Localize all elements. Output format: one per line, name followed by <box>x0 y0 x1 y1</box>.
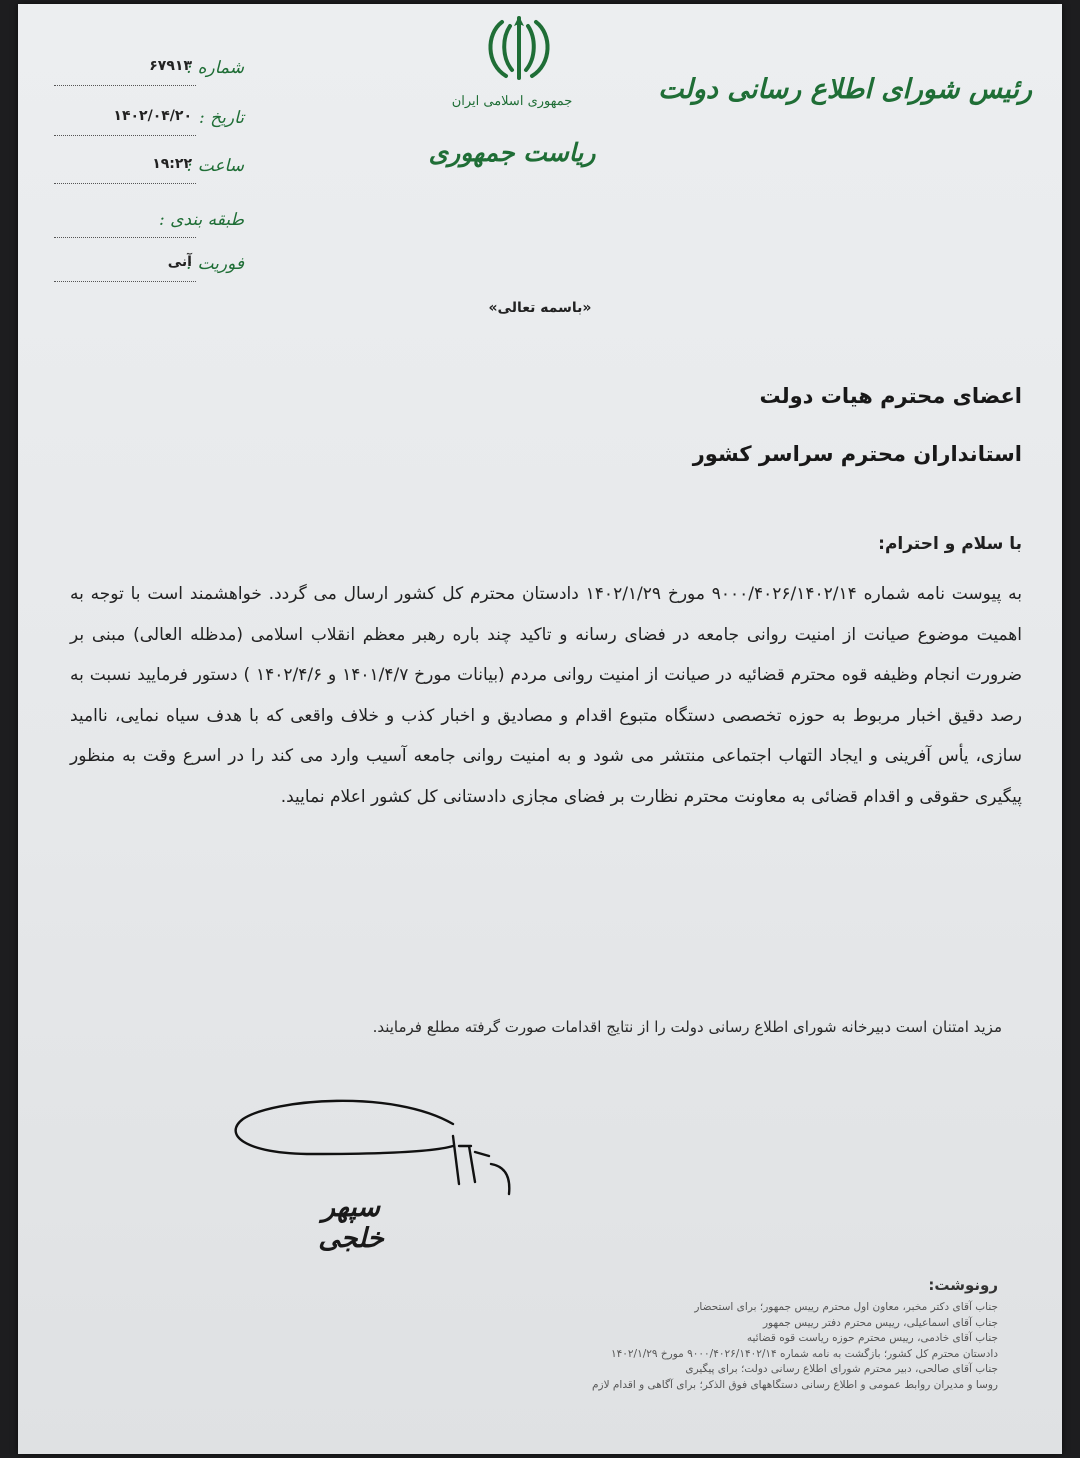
date-value: ۱۴۰۲/۰۴/۲۰ <box>113 108 192 124</box>
date-line <box>54 135 196 136</box>
meta-classification <box>54 210 244 240</box>
time-label: ساعت : <box>186 156 244 176</box>
gov-subtitle: جمهوری اسلامی ایران <box>451 94 573 109</box>
classification-line <box>54 237 196 238</box>
date-label: تاریخ : <box>199 108 244 128</box>
council-title: رئیس شورای اطلاع رسانی دولت <box>658 74 1032 105</box>
cc-item: دادستان محترم کل کشور؛ بازگشت به نامه شماره ۹۰۰۰/۴۰۲۶/۱۴۰۲/۱۴ مورخ ۱۴۰۲/۱/۲۹ <box>610 1347 998 1360</box>
priority-value: آنی <box>167 254 192 270</box>
meta-priority <box>54 254 244 284</box>
number-value: ۶۷۹۱۳ <box>149 58 192 74</box>
presidency-title: ریاست جمهوری <box>428 138 596 167</box>
bismillah: «باسمه تعالی» <box>488 300 592 316</box>
cc-item: جناب آقای اسماعیلی، رییس محترم دفتر رییس جمهور <box>762 1316 998 1329</box>
number-label: شماره : <box>186 58 244 78</box>
letter-body: به پیوست نامه شماره ۹۰۰۰/۴۰۲۶/۱۴۰۲/۱۴ مورخ ۱۴۰۲/۱/۲۹ دادستان محترم کل کشور ارسال می گردد. خواهشمند است با توجه به اهمیت موضوع صیانت از امنیت روانی جامعه در فضای رسانه و تاکید چند باره رهبر معظم انقلاب اسلامی (مدظله العالی) مبنی بر ضرورت انجام وظیفه قوه محترم قضائیه در صیانت از امنیت روانی مردم (بیانات مورخ ۱۴۰۱/۴/۷ و ۱۴۰۲/۴/۶ ) دستور فرمایید نسبت به رصد دقیق اخبار مربوط به حوزه تخصصی دستگاه متبوع اقدام و مصادیق و اخبار کذب و خلاف واقعی که با هدف سیاه نمایی، ناامید سازی، یأس آفرینی و ایجاد التهاب اجتماعی منتشر می شود و به امنیت روانی جامعه آسیب وارد می کند را در اسرع وقت به منظور پیگیری حقوقی و اقدام قضائی به معاونت محترم نظارت بر فضای مجازی دادستانی کل کشور اعلام نمایید. <box>70 584 1022 807</box>
time-line <box>54 183 196 184</box>
priority-line <box>54 281 196 282</box>
closing-line: مزید امتنان است دبیرخانه شورای اطلاع رسانی دولت را از نتایج اقدامات صورت گرفته مطلع فرمایند. <box>372 1018 1002 1036</box>
priority-label: فوریت : <box>186 254 244 274</box>
letter-page <box>18 4 1062 1454</box>
cc-item: جناب آقای صالحی، دبیر محترم شورای اطلاع رسانی دولت؛ برای پیگیری <box>685 1363 998 1376</box>
signer-name: سپهر خلجی <box>318 1192 384 1254</box>
meta-number <box>54 58 244 88</box>
cc-item: جناب آقای خادمی، رییس محترم حوزه ریاست قوه قضائیه <box>746 1332 998 1345</box>
number-line <box>54 85 196 86</box>
classification-label: طبقه بندی : <box>159 210 244 230</box>
cc-item: جناب آقای دکتر مخبر، معاون اول محترم رییس جمهور؛ برای استحضار <box>694 1301 998 1313</box>
cc-title: رونوشت: <box>928 1276 998 1294</box>
meta-date <box>54 108 244 138</box>
cc-list <box>358 1300 998 1394</box>
recipient-cabinet: اعضای محترم هیات دولت <box>759 384 1022 408</box>
cc-item: روسا و مدیران روابط عمومی و اطلاع رسانی دستگاههای فوق الذکر؛ برای آگاهی و اقدام لازم <box>592 1378 998 1391</box>
time-value: ۱۹:۲۲ <box>152 156 192 172</box>
emblem-graphic <box>480 12 558 88</box>
iran-emblem-icon <box>480 12 558 88</box>
greeting: با سلام و احترام: <box>878 534 1022 554</box>
recipient-governors: استانداران محترم سراسر کشور <box>692 442 1022 466</box>
meta-time <box>54 156 244 186</box>
